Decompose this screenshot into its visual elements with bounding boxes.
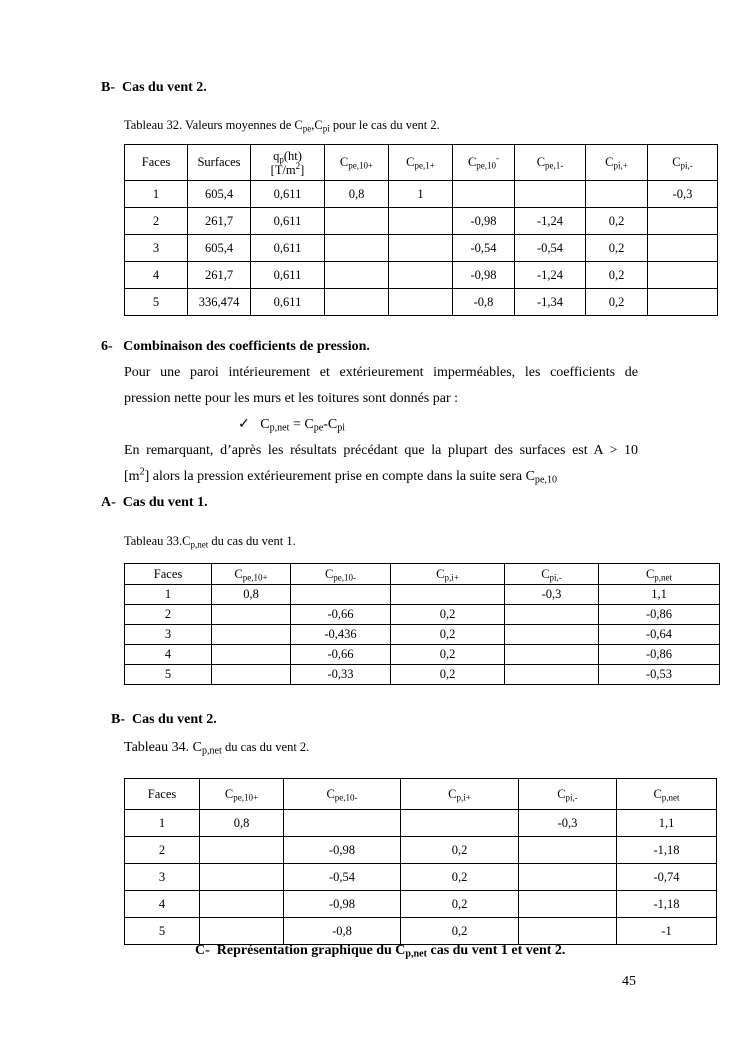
table-row: 2 -0,66 0,2 -0,86 bbox=[125, 605, 720, 625]
paragraph-line-1: Pour une paroi intérieurement et extérieurement imperméables, les coefficients de bbox=[124, 365, 638, 380]
section-heading-c-representation: C- Représentation graphique du $C_{p,net}$ cas du vent 1 et vent 2. bbox=[195, 943, 566, 960]
table-row: 3 -0,54 0,2 -0,74 bbox=[125, 864, 717, 891]
table32-header-row bbox=[125, 145, 718, 181]
header-cpe10-minus: $C_{pe,10-}$ bbox=[284, 779, 401, 810]
table-row: 5 -0,33 0,2 -0,53 bbox=[125, 665, 720, 685]
header-faces: Faces bbox=[125, 779, 200, 810]
checkmark-icon: ✓ bbox=[238, 417, 250, 432]
header-cpi-plus: $C_{p,i+}$ bbox=[401, 779, 519, 810]
header-cpe10-minus: $C_{pe,10}^-$ bbox=[453, 145, 515, 181]
table33 bbox=[124, 563, 720, 685]
header-faces: Faces bbox=[125, 564, 212, 585]
table-row: 2 261,7 0,611 -0,98 -1,24 0,2 bbox=[125, 208, 718, 235]
paragraph-line-4: $[m^2]$ alors la pression extérieurement prise en compte dans la suite sera $C_{pe,10}$ bbox=[124, 466, 558, 486]
header-cpe1-plus: $C_{pe,1+}$ bbox=[389, 145, 453, 181]
section-heading-b-vent2-second: B- Cas du vent 2. bbox=[111, 712, 217, 727]
header-cpe1-minus: $C_{pe,1-}$ bbox=[515, 145, 586, 181]
table34-header-row bbox=[125, 779, 717, 810]
header-cpnet: $C_{p,net}$ bbox=[599, 564, 720, 585]
section-heading-6-combinaison: 6- Combinaison des coefficients de pression. bbox=[101, 339, 370, 354]
formula-cpnet: ✓ $C_{p,net} = C_{pe}-C_{pi}$ bbox=[238, 417, 346, 434]
header-cpe10-plus: $C_{pe,10+}$ bbox=[325, 145, 389, 181]
table32 bbox=[124, 144, 718, 316]
header-cpe10-minus: $C_{pe,10-}$ bbox=[291, 564, 391, 585]
header-qp: $q_p(ht)$ $[T/m^2]$ bbox=[251, 145, 325, 181]
table33-caption: Tableau $33.C_{p,net}$ du cas du vent 1. bbox=[124, 534, 296, 550]
table32-caption: Tableau 32. Valeurs moyennes de $C_{pe},C_{pi}$ pour le cas du vent 2. bbox=[124, 118, 440, 134]
paragraph-line-3: En remarquant, d’après les résultats précédant que la plupart des surfaces est A > 10 bbox=[124, 443, 638, 458]
section-heading-a-vent1: A- Cas du vent 1. bbox=[101, 495, 208, 510]
table-row: 5 336,474 0,611 -0,8 -1,34 0,2 bbox=[125, 289, 718, 316]
table-row: 4 -0,98 0,2 -1,18 bbox=[125, 891, 717, 918]
header-surfaces: Surfaces bbox=[188, 145, 251, 181]
table-row: 2 -0,98 0,2 -1,18 bbox=[125, 837, 717, 864]
header-cpe10-plus: $C_{pe,10+}$ bbox=[212, 564, 291, 585]
table-row: 1 605,4 0,611 0,8 1 -0,3 bbox=[125, 181, 718, 208]
table-row: 3 -0,436 0,2 -0,64 bbox=[125, 625, 720, 645]
table-row: 4 261,7 0,611 -0,98 -1,24 0,2 bbox=[125, 262, 718, 289]
header-faces: Faces bbox=[125, 145, 188, 181]
table-row: 5 -0,8 0,2 -1 bbox=[125, 918, 717, 945]
table-row: 1 0,8 -0,3 1,1 bbox=[125, 810, 717, 837]
table-row: 1 0,8 -0,3 1,1 bbox=[125, 585, 720, 605]
header-cpi-minus: $C_{pi,-}$ bbox=[648, 145, 718, 181]
table-row: 3 605,4 0,611 -0,54 -0,54 0,2 bbox=[125, 235, 718, 262]
page-number: 45 bbox=[622, 974, 636, 989]
header-cpi-minus: $C_{pi,-}$ bbox=[505, 564, 599, 585]
paragraph-line-2: pression nette pour les murs et les toitures sont donnés par : bbox=[124, 391, 458, 406]
section-heading-b-vent2: B- Cas du vent 2. bbox=[101, 80, 207, 95]
header-cpnet: $C_{p,net}$ bbox=[617, 779, 717, 810]
table33-header-row bbox=[125, 564, 720, 585]
table34-caption: Tableau 34. $C_{p,net}$ du cas du vent 2. bbox=[124, 740, 310, 757]
header-cpi-minus: $C_{pi,-}$ bbox=[519, 779, 617, 810]
header-cpe10-plus: $C_{pe,10+}$ bbox=[200, 779, 284, 810]
header-cpi-plus: $C_{p,i+}$ bbox=[391, 564, 505, 585]
table-row: 4 -0,66 0,2 -0,86 bbox=[125, 645, 720, 665]
table34 bbox=[124, 778, 717, 945]
header-cpi-plus: $C_{pi,+}$ bbox=[586, 145, 648, 181]
